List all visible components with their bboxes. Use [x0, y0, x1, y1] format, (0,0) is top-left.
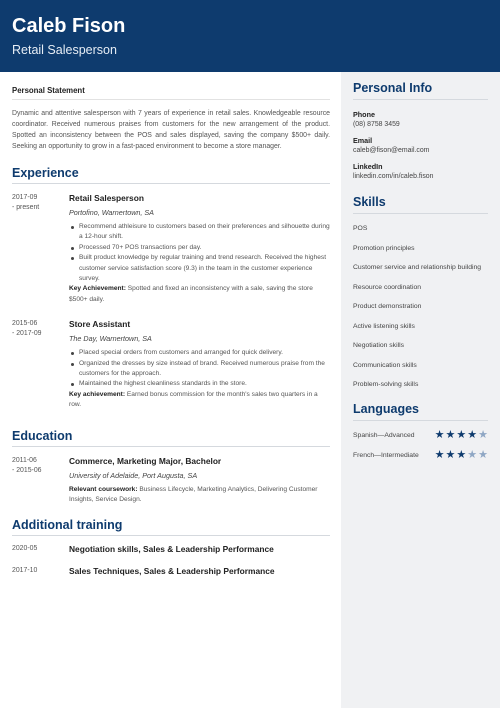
linkedin-block [353, 162, 488, 180]
job-entry [12, 319, 330, 410]
skill-item: Customer service and relationship building [353, 264, 482, 271]
linkedin-value: linkedin.com/in/caleb.fison [353, 173, 434, 180]
statement-text: Dynamic and attentive salesperson with 7 years of experience in retail sales. Knowledgeable resource coordinator. Received numerous praises from customers for the new arrangement of the product. Spotted an inconsistency between the POS and sales displayed, saving the company $500+ daily. Seeking an opportunity to grow in a fast-paced environment to become a store manager. [12, 110, 330, 150]
phone-label: Phone [353, 110, 375, 119]
skill-item: Promotion principles [353, 244, 415, 252]
job-role: Store Assistant [69, 319, 131, 330]
personal-info-heading: Personal Info [353, 81, 488, 100]
star-icon: ★ [467, 428, 478, 441]
star-icon: ★ [456, 448, 467, 461]
email-block [353, 136, 488, 154]
job-bullet: Maintained the highest cleanliness standards in the store. [69, 379, 330, 389]
email-label: Email [353, 136, 373, 145]
job-role: Retail Salesperson [69, 193, 144, 203]
statement-heading: Personal Statement [12, 86, 330, 100]
candidate-name: Caleb Fison [12, 15, 126, 37]
education-coursework [69, 485, 330, 506]
job-bullets [69, 348, 330, 390]
achievement-label: Key Achievement: [69, 285, 126, 293]
job-date: 2017-09 - present [12, 194, 40, 211]
coursework-text: Business Lifecycle, Marketing Analytics, Delivering Customer Insights, Service Design. [69, 485, 318, 504]
training-entry [12, 544, 330, 555]
star-icon: ★ [467, 448, 478, 461]
language-rating [435, 430, 488, 441]
star-icon: ★ [434, 428, 445, 441]
phone-block [353, 110, 488, 128]
languages-list [353, 430, 488, 461]
language-label: Spanish—Advanced [353, 431, 415, 439]
candidate-title: Retail Salesperson [12, 43, 117, 57]
job-bullet: Built product knowledge by regular training and trend research. Received the highest customer service satisfaction score (9.3) in the team in the customer experience survey. [69, 253, 330, 284]
skill-item: Problem-solving skills [353, 381, 419, 388]
star-icon: ★ [478, 428, 488, 441]
education-heading: Education [12, 429, 330, 447]
star-icon: ★ [445, 428, 456, 441]
star-icon: ★ [478, 448, 488, 461]
languages-heading: Languages [353, 402, 488, 421]
sidebar [341, 72, 500, 708]
training-date: 2017-10 [12, 566, 38, 574]
skill-item: Product demonstration [353, 303, 422, 310]
achievement-label: Key achievement: [69, 390, 126, 398]
linkedin-label: LinkedIn [353, 162, 383, 171]
coursework-label: Relevant coursework: [69, 485, 138, 493]
training-date: 2020-05 [12, 544, 38, 552]
phone-value: (08) 8758 3459 [353, 121, 400, 128]
education-entry [12, 456, 330, 506]
star-icon: ★ [434, 448, 445, 461]
skill-item: Resource coordination [353, 283, 422, 291]
email-value: caleb@fison@email.com [353, 147, 430, 154]
training-heading: Additional training [12, 518, 330, 536]
skills-list [353, 224, 488, 390]
achievement-text: Earned bonus commission for the month's sales two quarters in a row. [69, 390, 318, 409]
star-icon: ★ [445, 448, 456, 461]
training-entry [12, 566, 330, 577]
training-name: Negotiation skills, Sales & Leadership Performance [69, 543, 274, 554]
skill-item: Communication skills [353, 361, 417, 369]
education-school: University of Adelaide, Port Augusta, SA [69, 470, 198, 480]
job-bullets [69, 222, 330, 284]
language-row [353, 450, 488, 461]
skills-heading: Skills [353, 195, 488, 214]
job-achievement [69, 284, 330, 305]
job-date: 2015-06 - 2017-09 [12, 320, 42, 338]
job-entry [12, 193, 330, 305]
job-bullet: Organized the dresses by size instead of brand. Received numerous praise from the customers for the approach. [69, 359, 330, 380]
job-bullet: Recommend athleisure to customers based on their preferences and silhouette during a 12-hour shift. [69, 222, 330, 243]
skill-item: Active listening skills [353, 322, 415, 330]
job-bullet: Placed special orders from customers and arranged for quick delivery. [69, 348, 330, 358]
language-label: French—Intermediate [353, 451, 419, 459]
resume-header [0, 0, 500, 72]
star-icon: ★ [456, 428, 467, 441]
education-degree: Commerce, Marketing Major, Bachelor [69, 455, 222, 466]
achievement-text: Spotted and fixed an inconsistency with a sale, saving the store $500+ daily. [69, 285, 313, 303]
education-date: 2011-06 - 2015-06 [12, 456, 42, 474]
skill-item: Negotiation skills [353, 342, 404, 349]
main-column [12, 86, 330, 577]
job-achievement [69, 390, 330, 411]
language-row [353, 430, 488, 441]
experience-heading: Experience [12, 166, 330, 184]
job-bullet: Processed 70+ POS transactions per day. [69, 243, 330, 253]
job-place: The Day, Warnertown, SA [69, 334, 152, 344]
skill-item: POS [353, 225, 368, 232]
job-place: Portofino, Warnertown, SA [69, 208, 154, 217]
language-rating [435, 450, 488, 461]
training-name: Sales Techniques, Sales & Leadership Performance [69, 565, 275, 576]
